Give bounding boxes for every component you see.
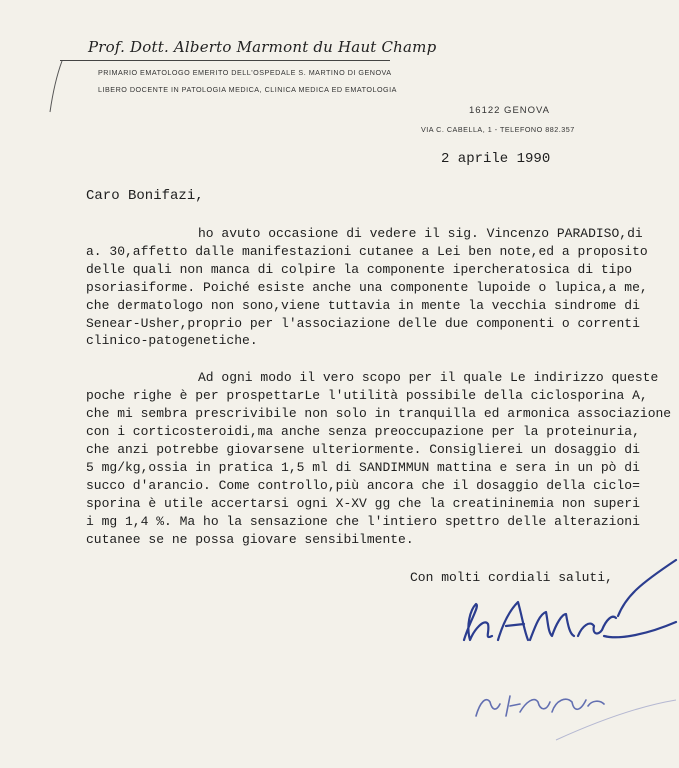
body-line: a. 30,affetto dalle manifestazioni cutanee a Lei ben note,ed a proposito	[86, 244, 648, 259]
address-street: VIA C. CABELLA, 1 - TELEFONO 882.357	[421, 125, 575, 134]
letter-closing: Con molti cordiali saluti,	[410, 570, 613, 585]
body-line: ho avuto occasione di vedere il sig. Vincenzo PARADISO,di	[198, 226, 643, 241]
body-line: che anzi potrebbe giovarsene ulteriormente. Consiglierei un dosaggio di	[86, 442, 640, 457]
letter-salutation: Caro Bonifazi,	[86, 188, 204, 204]
body-line: clinico-patogenetiche.	[86, 333, 258, 348]
body-line: psoriasiforme. Poiché esiste anche una componente lupoide o lupica,a me,	[86, 280, 648, 295]
body-line: poche righe è per prospettarLe l'utilità possibile della ciclosporina A,	[86, 388, 648, 403]
letterhead-title-line: PRIMARIO EMATOLOGO EMERITO DELL'OSPEDALE S. MARTINO DI GENOVA	[98, 68, 392, 77]
body-line: delle quali non manca di colpire la componente ipercheratosica di tipo	[86, 262, 633, 277]
letter-date: 2 aprile 1990	[441, 151, 551, 167]
body-line: con i corticosteroidi,ma anche senza preoccupazione per la proteinuria,	[86, 424, 640, 439]
body-line: i mg 1,4 %. Ma ho la sensazione che l'intiero spettro delle alterazioni	[86, 514, 640, 529]
body-line: sporina è utile accertarsi ogni X-XV gg che la creatininemia non superi	[86, 496, 640, 511]
body-line: che dermatologo non sono,viene tuttavia in mente la vecchia sindrome di	[86, 298, 640, 313]
body-line: succo d'arancio. Come controllo,più ancora che il dosaggio della ciclo=	[86, 478, 640, 493]
body-line: 5 mg/kg,ossia in pratica 1,5 ml di SANDIMMUN mattina e sera in un pò di	[86, 460, 640, 475]
body-line: cutanee se ne possa giovare sensibilmente.	[86, 532, 414, 547]
letterhead-name: Prof. Dott. Alberto Marmont du Haut Champ	[88, 38, 437, 56]
address-city: 16122 GENOVA	[469, 105, 551, 116]
letterhead-docent-line: LIBERO DOCENTE IN PATOLOGIA MEDICA, CLINICA MEDICA ED EMATOLOGIA	[98, 85, 397, 94]
body-line: Senear-Usher,proprio per l'associazione delle due componenti o correnti	[86, 316, 640, 331]
body-line: Ad ogni modo il vero scopo per il quale Le indirizzo queste	[198, 370, 659, 385]
body-line: che mi sembra prescrivibile non solo in tranquilla ed armonica associazione	[86, 406, 672, 421]
